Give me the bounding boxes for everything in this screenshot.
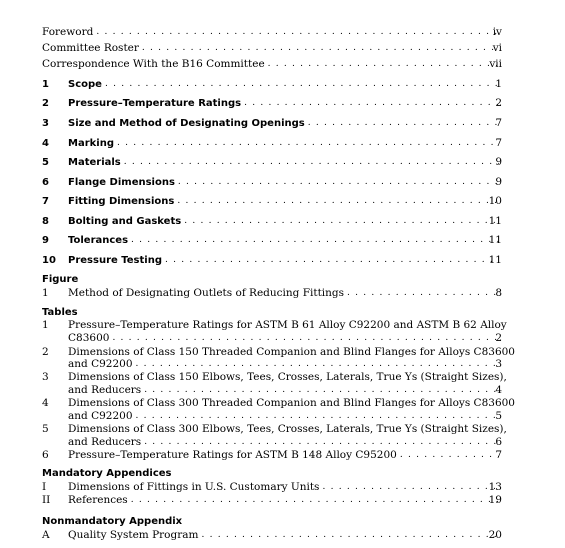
table-number: 2 <box>42 346 49 358</box>
dot-leader <box>96 26 499 39</box>
toc-entry-table-5[interactable] <box>68 436 502 449</box>
dot-leader <box>144 384 499 397</box>
entry-page: 5 <box>495 410 502 422</box>
toc-entry-table-3[interactable] <box>68 384 502 397</box>
section-number: 4 <box>42 138 49 149</box>
entry-page: 6 <box>495 436 502 448</box>
appendix-number: A <box>42 529 50 541</box>
entry-page: 11 <box>488 234 502 246</box>
entry-title: C83600 <box>68 332 110 344</box>
table-number: 4 <box>42 397 49 409</box>
entry-page: 7 <box>495 449 502 461</box>
entry-page: 1 <box>495 78 502 90</box>
toc-entry-figure-1[interactable] <box>42 287 502 300</box>
entry-page: 13 <box>488 481 502 493</box>
entry-title: Flange Dimensions <box>68 177 175 188</box>
section-number: 2 <box>42 98 49 109</box>
dot-leader <box>131 494 499 507</box>
entry-page: 9 <box>495 176 502 188</box>
dot-leader <box>131 234 499 247</box>
entry-title: Correspondence With the B16 Committee <box>42 58 265 70</box>
dot-leader <box>165 254 499 267</box>
entry-page: 3 <box>495 358 502 370</box>
toc-entry-appendix-i[interactable] <box>42 481 502 494</box>
entry-page: 2 <box>495 332 502 344</box>
toc-entry-table-1[interactable] <box>68 332 502 345</box>
entry-title: Marking <box>68 138 114 149</box>
toc-entry-section-8[interactable] <box>42 215 502 228</box>
dot-leader <box>268 58 499 71</box>
entry-page: vii <box>489 58 502 70</box>
entry-page: 7 <box>495 117 502 129</box>
entry-title: Quality System Program <box>68 529 199 541</box>
section-number: 7 <box>42 196 49 207</box>
entry-title: Fitting Dimensions <box>68 196 175 207</box>
entry-page: 10 <box>488 195 502 207</box>
entry-title-line1: Pressure–Temperature Ratings for ASTM B 61 Alloy C92200 and ASTM B 62 Alloy <box>68 319 507 331</box>
entry-title: Pressure–Temperature Ratings <box>68 98 242 109</box>
entry-page: 11 <box>488 254 502 266</box>
entry-title: Method of Designating Outlets of Reducing Fittings <box>68 287 345 299</box>
nonmandatory-appendix-heading: Nonmandatory Appendix <box>42 516 183 527</box>
appendix-number: I <box>42 481 47 493</box>
section-number: 8 <box>42 216 49 227</box>
appendix-number: II <box>42 494 51 506</box>
entry-title: and Reducers <box>68 384 142 396</box>
entry-title: Materials <box>68 157 121 168</box>
entry-page: 20 <box>488 529 502 541</box>
dot-leader <box>117 137 499 150</box>
dot-leader <box>105 78 499 91</box>
dot-leader <box>177 195 499 208</box>
toc-entry-table-6[interactable] <box>42 449 502 462</box>
entry-page: 4 <box>495 384 502 396</box>
section-number: 6 <box>42 177 49 188</box>
toc-entry-committee-roster[interactable] <box>42 42 502 55</box>
section-number: 10 <box>42 255 56 266</box>
entry-title: and Reducers <box>68 436 142 448</box>
toc-entry-section-4[interactable] <box>42 137 502 150</box>
toc-entry-appendix-a[interactable] <box>42 529 502 542</box>
section-number: 5 <box>42 157 49 168</box>
table-number: 1 <box>42 319 49 331</box>
toc-entry-table-4[interactable] <box>68 410 502 423</box>
dot-leader <box>178 176 499 189</box>
entry-page: 7 <box>495 137 502 149</box>
dot-leader <box>124 156 499 169</box>
entry-title: Bolting and Gaskets <box>68 216 182 227</box>
entry-title-line1: Dimensions of Class 300 Elbows, Tees, Crosses, Laterals, True Ys (Straight Sizes), <box>68 423 507 435</box>
entry-title-line1: Dimensions of Class 300 Threaded Companion and Blind Flanges for Alloys C83600 <box>68 397 515 409</box>
toc-entry-section-7[interactable] <box>42 195 502 208</box>
entry-page: 9 <box>495 156 502 168</box>
table-3-first-line <box>42 371 507 384</box>
toc-entry-section-1[interactable] <box>42 78 502 91</box>
table-number: 3 <box>42 371 49 383</box>
dot-leader <box>201 529 499 542</box>
figure-number: 1 <box>42 287 49 299</box>
tables-heading: Tables <box>42 307 78 318</box>
dot-leader <box>136 358 499 371</box>
entry-page: iv <box>492 26 502 38</box>
entry-title: Foreword <box>42 26 94 38</box>
figure-heading: Figure <box>42 274 79 285</box>
toc-entry-appendix-ii[interactable] <box>42 494 502 507</box>
entry-title: Committee Roster <box>42 42 139 54</box>
table-4-first-line <box>42 397 515 410</box>
dot-leader <box>244 97 499 110</box>
dot-leader <box>136 410 499 423</box>
entry-page: 11 <box>488 215 502 227</box>
entry-page: vi <box>492 42 502 54</box>
section-number: 1 <box>42 79 49 90</box>
dot-leader <box>184 215 499 228</box>
entry-page: 2 <box>495 97 502 109</box>
toc-entry-table-2[interactable] <box>68 358 502 371</box>
toc-entry-section-5[interactable] <box>42 156 502 169</box>
entry-page: 19 <box>488 494 502 506</box>
toc-entry-correspondence[interactable] <box>42 58 502 71</box>
toc-entry-section-3[interactable] <box>42 117 502 130</box>
dot-leader <box>112 332 499 345</box>
table-5-first-line <box>42 423 507 436</box>
entry-title-line1: Dimensions of Class 150 Elbows, Tees, Crosses, Laterals, True Ys (Straight Sizes), <box>68 371 507 383</box>
entry-title: and C92200 <box>68 358 133 370</box>
entry-title: Size and Method of Designating Openings <box>68 118 305 129</box>
entry-title: Scope <box>68 79 102 90</box>
entry-title: Tolerances <box>68 235 129 246</box>
entry-title: Pressure–Temperature Ratings for ASTM B 148 Alloy C95200 <box>68 449 397 461</box>
table-1-first-line <box>42 319 507 332</box>
section-number: 9 <box>42 235 49 246</box>
table-number: 6 <box>42 449 49 461</box>
toc-entry-section-9[interactable] <box>42 234 502 247</box>
entry-title-line1: Dimensions of Class 150 Threaded Companion and Blind Flanges for Alloys C83600 <box>68 346 515 358</box>
entry-title: Pressure Testing <box>68 255 162 266</box>
table-number: 5 <box>42 423 49 435</box>
entry-title: and C92200 <box>68 410 133 422</box>
mandatory-appendices-heading: Mandatory Appendices <box>42 468 172 479</box>
dot-leader <box>142 42 499 55</box>
toc-entry-section-6[interactable] <box>42 176 502 189</box>
toc-entry-section-10[interactable] <box>42 254 502 267</box>
toc-entry-section-2[interactable] <box>42 97 502 110</box>
dot-leader <box>144 436 499 449</box>
section-number: 3 <box>42 118 49 129</box>
toc-entry-foreword[interactable] <box>42 26 502 39</box>
entry-title: References <box>68 494 128 506</box>
entry-title: Dimensions of Fittings in U.S. Customary Units <box>68 481 320 493</box>
entry-page: 8 <box>495 287 502 299</box>
